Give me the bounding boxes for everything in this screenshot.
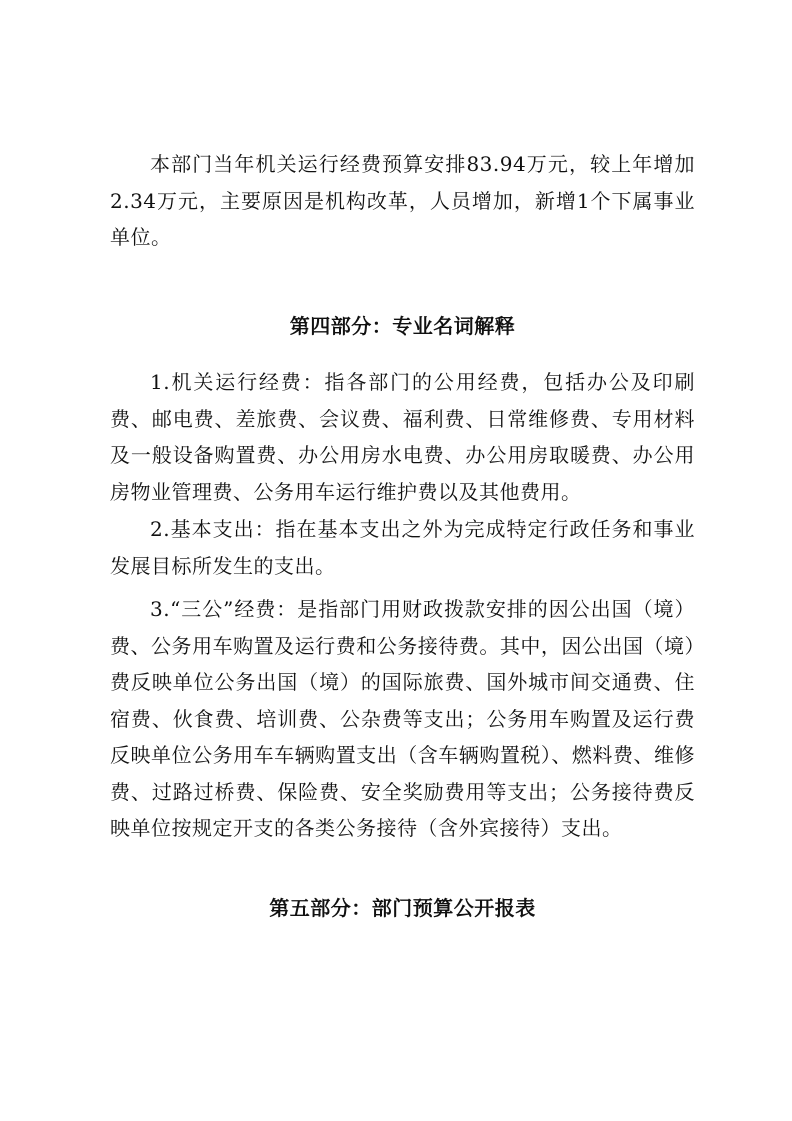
intro-paragraph: 本部门当年机关运行经费预算安排83.94万元，较上年增加2.34万元，主要原因是机构改革，人员增加，新增1个下属事业单位。 bbox=[110, 152, 695, 249]
definition-3-paragraph: 3.“三公”经费：是指部门用财政拨款安排的因公出国（境）费、公务用车购置及运行费和公务接待费。其中，因公出国（境）费反映单位公务出国（境）的国际旅费、国外城市间交通费、住宿费、伙食费、培训费、公杂费等支出；公务用车购置及运行费反映单位公务用车车辆购置支出（含车辆购置税）、燃料费、维修费、过路过桥费、保险费、安全奖励费用等支出；公务接待费反映单位按规定开支的各类公务接待（含外宾接待）支出。 bbox=[110, 597, 695, 840]
definition-1-paragraph: 1.机关运行经费：指各部门的公用经费，包括办公及印刷费、邮电费、差旅费、会议费、福利费、日常维修费、专用材料及一般设备购置费、办公用房水电费、办公用房取暖费、办公用房物业管理费、公务用车运行维护费以及其他费用。 bbox=[110, 370, 695, 504]
definition-2-paragraph: 2.基本支出：指在基本支出之外为完成特定行政任务和事业发展目标所发生的支出。 bbox=[110, 517, 695, 578]
section-4-heading: 第四部分：专业名词解释 bbox=[289, 314, 516, 338]
section-5-heading: 第五部分：部门预算公开报表 bbox=[269, 896, 536, 920]
